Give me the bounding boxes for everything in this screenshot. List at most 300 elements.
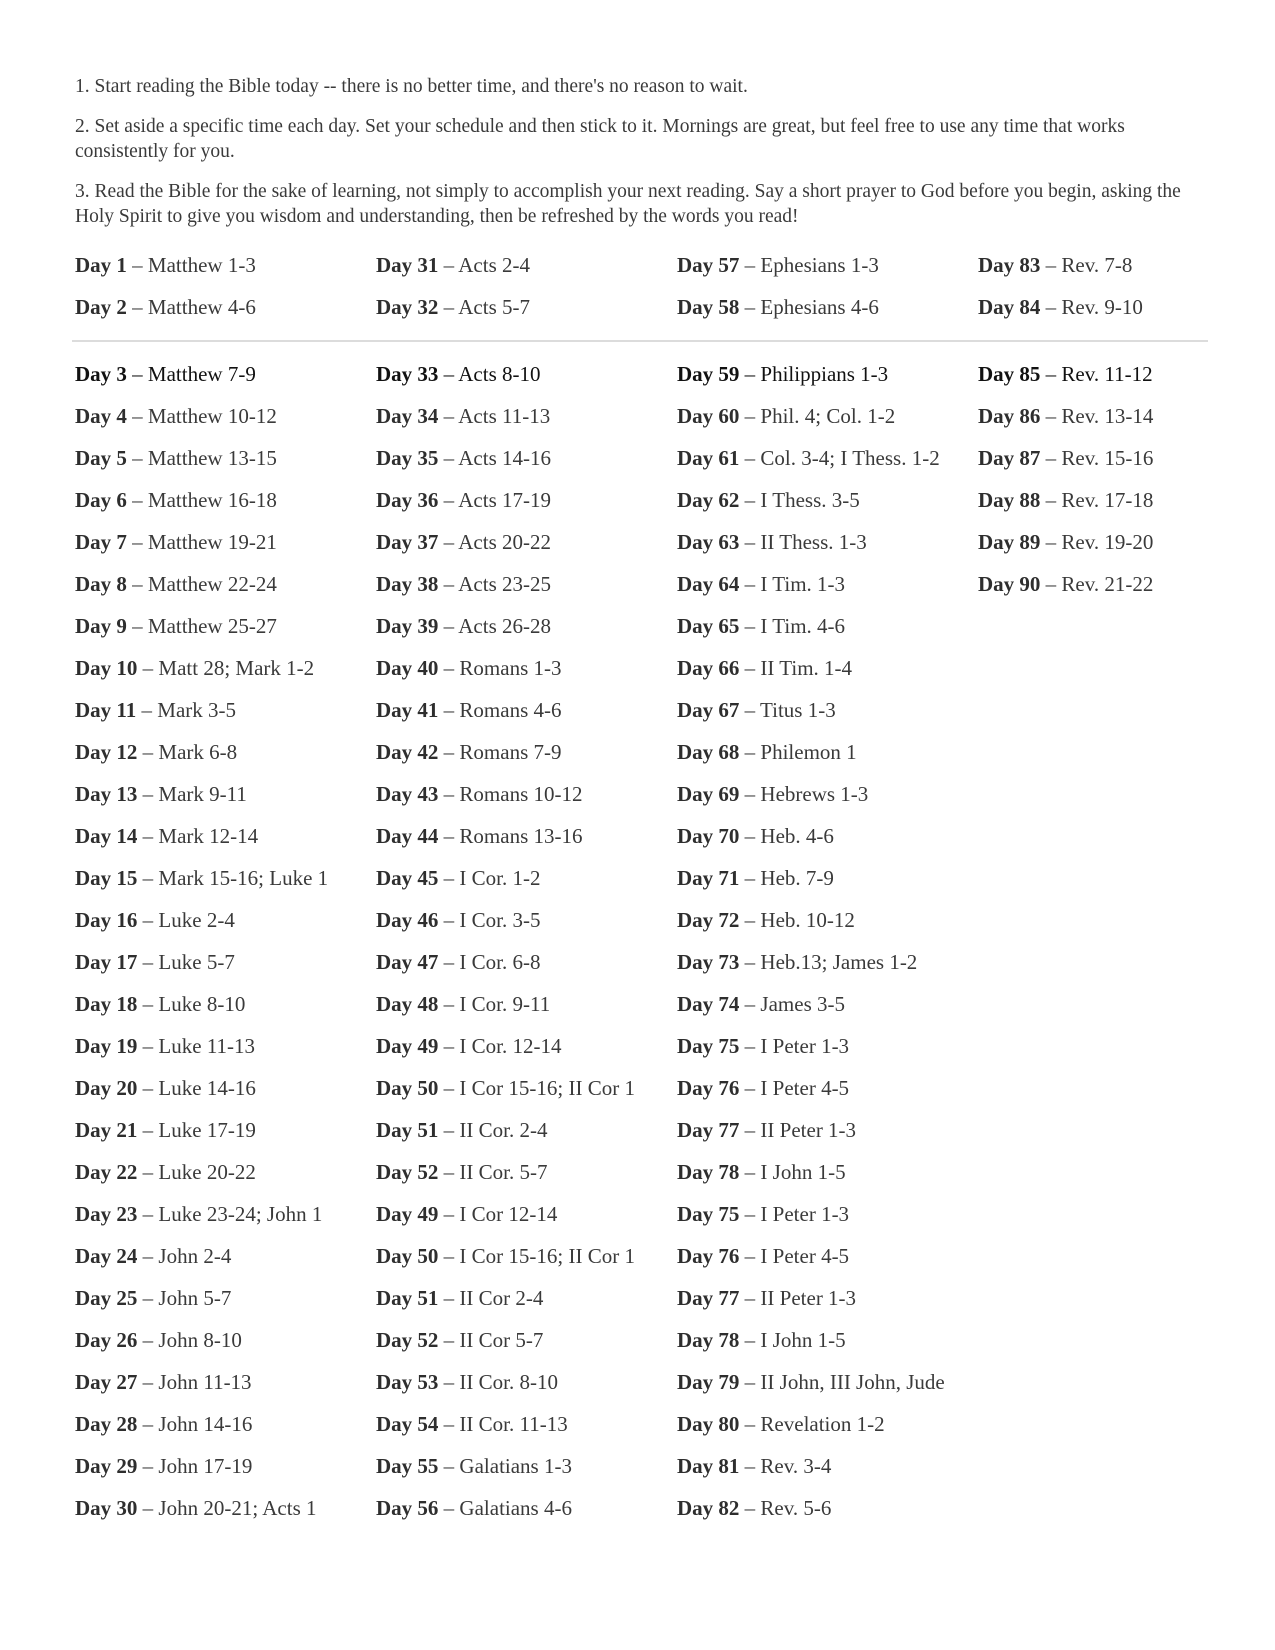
day-label: Day 76 [677,1076,740,1100]
reading-passage: II Thess. 1-3 [760,530,867,554]
reading-passage: Mark 12-14 [158,824,259,848]
reading-passage: Matthew 4-6 [147,295,256,319]
day-label: Day 86 [978,404,1041,428]
section-divider [72,340,1208,342]
reading-passage: I Thess. 3-5 [760,488,860,512]
day-label: Day 73 [677,950,740,974]
reading-passage: I Peter 4-5 [760,1076,850,1100]
reading-passage: Matt 28; Mark 1-2 [158,656,315,680]
empty-cell [978,815,1205,857]
empty-cell [978,689,1205,731]
reading-passage: I Peter 4-5 [760,1244,850,1268]
reading-passage: Revelation 1-2 [760,1412,885,1436]
reading-entry: Day 81 – Rev. 3-4 [677,1454,832,1478]
reading-entry: Day 83 – Rev. 7-8 [978,253,1133,277]
reading-passage: I Cor 15-16; II Cor 1 [459,1244,635,1268]
reading-passage: I Cor 12-14 [459,1202,558,1226]
reading-entry: Day 90 – Rev. 21-22 [978,572,1154,596]
reading-entry: Day 40 – Romans 1-3 [376,656,562,680]
reading-passage: Matthew 1-3 [147,253,256,277]
reading-entry: Day 43 – Romans 10-12 [376,782,583,806]
reading-passage: Galatians 4-6 [459,1496,572,1520]
reading-entry: Day 38 – Acts 23-25 [376,572,552,596]
reading-passage: Rev. 13-14 [1061,404,1154,428]
day-label: Day 81 [677,1454,740,1478]
day-label: Day 88 [978,488,1041,512]
reading-entry: Day 51 – II Cor. 2-4 [376,1118,548,1142]
day-label: Day 87 [978,446,1041,470]
day-label: Day 65 [677,614,740,638]
reading-entry: Day 66 – II Tim. 1-4 [677,656,853,680]
reading-entry: Day 39 – Acts 26-28 [376,614,552,638]
day-label: Day 25 [75,1286,138,1310]
day-label: Day 48 [376,992,439,1016]
reading-entry: Day 69 – Hebrews 1-3 [677,782,869,806]
reading-entry: Day 36 – Acts 17-19 [376,488,552,512]
day-label: Day 89 [978,530,1041,554]
reading-entry: Day 72 – Heb. 10-12 [677,908,855,932]
reading-entry: Day 51 – II Cor 2-4 [376,1286,544,1310]
day-label: Day 83 [978,253,1041,277]
reading-passage: I John 1-5 [760,1328,846,1352]
day-label: Day 35 [376,446,439,470]
reading-passage: Heb. 4-6 [760,824,834,848]
reading-entry: Day 12 – Mark 6-8 [75,740,238,764]
empty-cell [978,1361,1205,1403]
reading-entry: Day 80 – Revelation 1-2 [677,1412,885,1436]
day-label: Day 51 [376,1286,439,1310]
reading-schedule [75,353,1205,1529]
day-label: Day 49 [376,1034,439,1058]
reading-passage: Matthew 13-15 [147,446,277,470]
reading-passage: I John 1-5 [760,1160,846,1184]
reading-passage: Acts 5-7 [458,295,531,319]
reading-passage: Matthew 19-21 [147,530,277,554]
reading-passage: Romans 10-12 [459,782,583,806]
day-label: Day 70 [677,824,740,848]
day-label: Day 27 [75,1370,138,1394]
day-label: Day 39 [376,614,439,638]
reading-entry: Day 54 – II Cor. 11-13 [376,1412,568,1436]
day-label: Day 43 [376,782,439,806]
day-label: Day 79 [677,1370,740,1394]
reading-entry: Day 65 – I Tim. 4-6 [677,614,846,638]
day-label: Day 63 [677,530,740,554]
reading-passage: II John, III John, Jude [760,1370,945,1394]
reading-entry: Day 50 – I Cor 15-16; II Cor 1 [376,1244,635,1268]
reading-entry: Day 15 – Mark 15-16; Luke 1 [75,866,329,890]
day-label: Day 41 [376,698,439,722]
day-label: Day 78 [677,1328,740,1352]
reading-entry: Day 2 – Matthew 4-6 [75,295,256,319]
reading-passage: Rev. 19-20 [1061,530,1154,554]
reading-passage: I Cor. 12-14 [459,1034,562,1058]
reading-entry: Day 4 – Matthew 10-12 [75,404,277,428]
empty-cell [978,1319,1205,1361]
reading-entry: Day 64 – I Tim. 1-3 [677,572,846,596]
reading-passage: Romans 1-3 [459,656,562,680]
reading-passage: II Cor. 2-4 [459,1118,548,1142]
empty-cell [978,1193,1205,1235]
empty-cell [978,1277,1205,1319]
day-label: Day 67 [677,698,740,722]
tip-1: 1. Start reading the Bible today -- there is no better time, and there's no reason to wait. [75,76,748,97]
reading-entry: Day 35 – Acts 14-16 [376,446,552,470]
reading-entry: Day 8 – Matthew 22-24 [75,572,277,596]
empty-cell [978,605,1205,647]
reading-passage: Ephesians 4-6 [760,295,879,319]
empty-cell [978,941,1205,983]
reading-passage: Luke 5-7 [158,950,235,974]
empty-cell [978,773,1205,815]
empty-cell [978,1403,1205,1445]
reading-passage: John 20-21; Acts 1 [158,1496,317,1520]
day-label: Day 37 [376,530,439,554]
reading-passage: John 2-4 [158,1244,232,1268]
empty-cell [978,1067,1205,1109]
day-label: Day 52 [376,1328,439,1352]
reading-entry: Day 78 – I John 1-5 [677,1160,846,1184]
reading-entry: Day 13 – Mark 9-11 [75,782,247,806]
reading-passage: II Peter 1-3 [760,1286,857,1310]
reading-entry: Day 41 – Romans 4-6 [376,698,562,722]
reading-entry: Day 17 – Luke 5-7 [75,950,235,974]
reading-passage: Mark 6-8 [158,740,238,764]
day-label: Day 17 [75,950,138,974]
reading-entry: Day 52 – II Cor. 5-7 [376,1160,548,1184]
day-label: Day 77 [677,1286,740,1310]
reading-passage: Luke 14-16 [158,1076,256,1100]
reading-passage: Acts 23-25 [458,572,552,596]
reading-passage: John 5-7 [158,1286,232,1310]
tip-3: 3. Read the Bible for the sake of learning, not simply to accomplish your next reading. Say a short prayer to God before you begin, asking the Holy Spirit to give you wisdom and understanding, then be refreshed by the words you read! [75,181,1181,227]
day-label: Day 47 [376,950,439,974]
day-label: Day 84 [978,295,1041,319]
reading-entry: Day 6 – Matthew 16-18 [75,488,277,512]
reading-passage: Rev. 9-10 [1061,295,1143,319]
day-label: Day 57 [677,253,740,277]
empty-cell [978,1151,1205,1193]
reading-entry: Day 45 – I Cor. 1-2 [376,866,541,890]
day-label: Day 13 [75,782,138,806]
reading-entry: Day 50 – I Cor 15-16; II Cor 1 [376,1076,635,1100]
reading-passage: Rev. 7-8 [1061,253,1133,277]
reading-entry: Day 62 – I Thess. 3-5 [677,488,860,512]
reading-entry: Day 68 – Philemon 1 [677,740,857,764]
day-label: Day 50 [376,1244,439,1268]
reading-entry: Day 49 – I Cor. 12-14 [376,1034,562,1058]
reading-passage: II Cor. 8-10 [459,1370,558,1394]
reading-entry: Day 18 – Luke 8-10 [75,992,246,1016]
empty-cell [978,1025,1205,1067]
reading-entry: Day 33 – Acts 8-10 [376,362,541,386]
reading-passage: Romans 4-6 [459,698,562,722]
day-label: Day 11 [75,698,137,722]
reading-entry: Day 84 – Rev. 9-10 [978,295,1143,319]
reading-passage: Philemon 1 [760,740,857,764]
reading-passage: II Cor 2-4 [459,1286,544,1310]
reading-passage: I Tim. 4-6 [760,614,846,638]
reading-entry: Day 37 – Acts 20-22 [376,530,552,554]
day-label: Day 7 [75,530,127,554]
reading-entry: Day 75 – I Peter 1-3 [677,1202,850,1226]
day-label: Day 6 [75,488,127,512]
reading-passage: Titus 1-3 [760,698,836,722]
reading-plan-page [75,74,1205,1529]
reading-passage: Mark 9-11 [158,782,247,806]
empty-cell [978,1109,1205,1151]
reading-passage: Luke 2-4 [158,908,235,932]
reading-entry: Day 3 – Matthew 7-9 [75,362,256,386]
reading-passage: II Peter 1-3 [760,1118,857,1142]
reading-entry: Day 76 – I Peter 4-5 [677,1244,850,1268]
day-label: Day 66 [677,656,740,680]
empty-cell [978,983,1205,1025]
day-label: Day 26 [75,1328,138,1352]
reading-passage: Luke 8-10 [158,992,246,1016]
reading-passage: Romans 7-9 [459,740,562,764]
day-label: Day 28 [75,1412,138,1436]
reading-passage: Col. 3-4; I Thess. 1-2 [760,446,940,470]
reading-entry: Day 79 – II John, III John, Jude [677,1370,945,1394]
reading-entry: Day 76 – I Peter 4-5 [677,1076,850,1100]
reading-entry: Day 85 – Rev. 11-12 [978,362,1153,386]
reading-entry: Day 44 – Romans 13-16 [376,824,583,848]
reading-passage: Mark 3-5 [157,698,236,722]
reading-entry: Day 70 – Heb. 4-6 [677,824,834,848]
day-label: Day 8 [75,572,127,596]
day-label: Day 38 [376,572,439,596]
reading-passage: Luke 23-24; John 1 [158,1202,323,1226]
day-label: Day 76 [677,1244,740,1268]
empty-cell [978,857,1205,899]
reading-entry: Day 56 – Galatians 4-6 [376,1496,572,1520]
reading-passage: Matthew 7-9 [147,362,256,386]
reading-passage: I Cor 15-16; II Cor 1 [459,1076,635,1100]
day-label: Day 21 [75,1118,138,1142]
day-label: Day 71 [677,866,740,890]
day-label: Day 60 [677,404,740,428]
reading-passage: I Peter 1-3 [760,1202,850,1226]
day-label: Day 15 [75,866,138,890]
day-label: Day 78 [677,1160,740,1184]
reading-passage: Matthew 22-24 [147,572,277,596]
reading-entry: Day 71 – Heb. 7-9 [677,866,834,890]
reading-passage: Acts 17-19 [458,488,552,512]
reading-entry: Day 19 – Luke 11-13 [75,1034,256,1058]
reading-entry: Day 74 – James 3-5 [677,992,845,1016]
day-label: Day 34 [376,404,439,428]
reading-passage: Rev. 3-4 [760,1454,832,1478]
reading-passage: Rev. 5-6 [760,1496,832,1520]
reading-entry: Day 82 – Rev. 5-6 [677,1496,832,1520]
reading-passage: II Cor. 11-13 [459,1412,568,1436]
day-label: Day 4 [75,404,127,428]
reading-entry: Day 20 – Luke 14-16 [75,1076,256,1100]
day-label: Day 75 [677,1202,740,1226]
reading-entry: Day 48 – I Cor. 9-11 [376,992,551,1016]
day-label: Day 36 [376,488,439,512]
reading-passage: II Cor. 5-7 [459,1160,548,1184]
empty-cell [978,731,1205,773]
day-label: Day 56 [376,1496,439,1520]
day-label: Day 46 [376,908,439,932]
reading-passage: Luke 17-19 [158,1118,256,1142]
day-label: Day 32 [376,295,439,319]
day-label: Day 64 [677,572,740,596]
reading-passage: I Cor. 9-11 [459,992,551,1016]
reading-entry: Day 21 – Luke 17-19 [75,1118,256,1142]
reading-entry: Day 77 – II Peter 1-3 [677,1118,857,1142]
day-label: Day 75 [677,1034,740,1058]
reading-entry: Day 46 – I Cor. 3-5 [376,908,541,932]
day-label: Day 69 [677,782,740,806]
day-label: Day 3 [75,362,127,386]
reading-passage: Phil. 4; Col. 1-2 [760,404,896,428]
reading-entry: Day 1 – Matthew 1-3 [75,253,256,277]
day-label: Day 24 [75,1244,138,1268]
day-label: Day 29 [75,1454,138,1478]
day-label: Day 50 [376,1076,439,1100]
reading-entry: Day 73 – Heb.13; James 1-2 [677,950,918,974]
reading-passage: Heb. 10-12 [760,908,855,932]
reading-passage: John 11-13 [158,1370,252,1394]
day-label: Day 74 [677,992,740,1016]
reading-entry: Day 47 – I Cor. 6-8 [376,950,541,974]
reading-passage: Philippians 1-3 [760,362,889,386]
reading-entry: Day 24 – John 2-4 [75,1244,232,1268]
day-label: Day 22 [75,1160,138,1184]
reading-entry: Day 10 – Matt 28; Mark 1-2 [75,656,315,680]
empty-cell [978,1445,1205,1487]
reading-passage: I Cor. 1-2 [459,866,541,890]
reading-passage: Romans 13-16 [459,824,583,848]
reading-entry: Day 53 – II Cor. 8-10 [376,1370,558,1394]
day-label: Day 9 [75,614,127,638]
day-label: Day 31 [376,253,439,277]
day-label: Day 58 [677,295,740,319]
reading-entry: Day 55 – Galatians 1-3 [376,1454,572,1478]
reading-entry: Day 61 – Col. 3-4; I Thess. 1-2 [677,446,940,470]
day-label: Day 62 [677,488,740,512]
day-label: Day 30 [75,1496,138,1520]
reading-passage: I Tim. 1-3 [760,572,846,596]
day-label: Day 80 [677,1412,740,1436]
reading-passage: James 3-5 [760,992,845,1016]
day-label: Day 51 [376,1118,439,1142]
day-label: Day 19 [75,1034,138,1058]
reading-passage: John 8-10 [158,1328,242,1352]
reading-passage: I Peter 1-3 [760,1034,850,1058]
reading-entry: Day 9 – Matthew 25-27 [75,614,277,638]
day-label: Day 42 [376,740,439,764]
empty-cell [978,1235,1205,1277]
reading-passage: Acts 8-10 [458,362,541,386]
reading-entry: Day 31 – Acts 2-4 [376,253,531,277]
reading-entry: Day 78 – I John 1-5 [677,1328,846,1352]
reading-passage: Acts 14-16 [458,446,552,470]
reading-entry: Day 14 – Mark 12-14 [75,824,259,848]
reading-entry: Day 58 – Ephesians 4-6 [677,295,879,319]
empty-cell [978,899,1205,941]
reading-schedule-top [75,244,1205,328]
reading-entry: Day 86 – Rev. 13-14 [978,404,1154,428]
day-label: Day 40 [376,656,439,680]
reading-passage: Galatians 1-3 [459,1454,572,1478]
reading-entry: Day 87 – Rev. 15-16 [978,446,1154,470]
reading-passage: II Cor 5-7 [459,1328,544,1352]
reading-passage: Hebrews 1-3 [760,782,869,806]
reading-entry: Day 11 – Mark 3-5 [75,698,236,722]
day-label: Day 90 [978,572,1041,596]
day-label: Day 5 [75,446,127,470]
empty-cell [978,1487,1205,1529]
day-label: Day 1 [75,253,127,277]
day-label: Day 16 [75,908,138,932]
day-label: Day 10 [75,656,138,680]
reading-entry: Day 23 – Luke 23-24; John 1 [75,1202,323,1226]
reading-entry: Day 25 – John 5-7 [75,1286,232,1310]
reading-passage: Heb.13; James 1-2 [760,950,918,974]
reading-passage: John 14-16 [158,1412,253,1436]
reading-entry: Day 16 – Luke 2-4 [75,908,235,932]
reading-entry: Day 27 – John 11-13 [75,1370,252,1394]
day-label: Day 49 [376,1202,439,1226]
day-label: Day 52 [376,1160,439,1184]
reading-passage: Matthew 16-18 [147,488,277,512]
empty-cell [978,647,1205,689]
day-label: Day 82 [677,1496,740,1520]
reading-entry: Day 88 – Rev. 17-18 [978,488,1154,512]
reading-passage: II Tim. 1-4 [760,656,853,680]
day-label: Day 72 [677,908,740,932]
reading-entry: Day 5 – Matthew 13-15 [75,446,277,470]
day-label: Day 45 [376,866,439,890]
reading-entry: Day 34 – Acts 11-13 [376,404,551,428]
reading-passage: Rev. 21-22 [1061,572,1154,596]
reading-entry: Day 52 – II Cor 5-7 [376,1328,544,1352]
reading-passage: Rev. 11-12 [1061,362,1153,386]
day-label: Day 33 [376,362,439,386]
reading-passage: Heb. 7-9 [760,866,834,890]
reading-entry: Day 57 – Ephesians 1-3 [677,253,879,277]
reading-entry: Day 26 – John 8-10 [75,1328,242,1352]
day-label: Day 85 [978,362,1041,386]
reading-passage: Rev. 17-18 [1061,488,1154,512]
day-label: Day 12 [75,740,138,764]
reading-entry: Day 28 – John 14-16 [75,1412,253,1436]
reading-passage: Rev. 15-16 [1061,446,1154,470]
reading-entry: Day 30 – John 20-21; Acts 1 [75,1496,317,1520]
reading-entry: Day 60 – Phil. 4; Col. 1-2 [677,404,896,428]
day-label: Day 55 [376,1454,439,1478]
reading-passage: Acts 26-28 [458,614,552,638]
reading-entry: Day 75 – I Peter 1-3 [677,1034,850,1058]
reading-entry: Day 42 – Romans 7-9 [376,740,562,764]
reading-passage: Acts 20-22 [458,530,552,554]
reading-passage: Luke 11-13 [158,1034,256,1058]
reading-entry: Day 7 – Matthew 19-21 [75,530,277,554]
day-label: Day 44 [376,824,439,848]
reading-passage: Luke 20-22 [158,1160,256,1184]
day-label: Day 23 [75,1202,138,1226]
reading-entry: Day 59 – Philippians 1-3 [677,362,889,386]
reading-entry: Day 49 – I Cor 12-14 [376,1202,558,1226]
reading-entry: Day 22 – Luke 20-22 [75,1160,256,1184]
reading-entry: Day 63 – II Thess. 1-3 [677,530,867,554]
day-label: Day 68 [677,740,740,764]
day-label: Day 54 [376,1412,439,1436]
